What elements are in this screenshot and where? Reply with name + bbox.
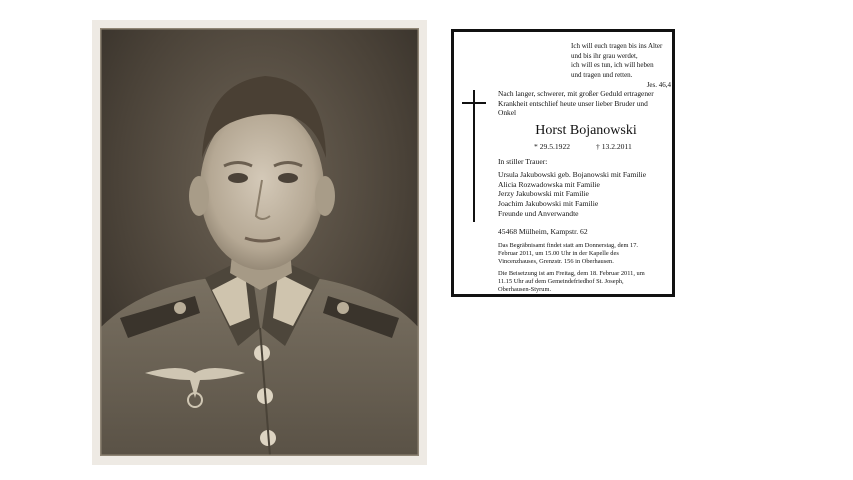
burial-line: Die Beisetzung ist am Freitag, dem 18. Februar 2011, um	[498, 269, 645, 277]
mourner-entry: Freunde und Anverwandte	[498, 208, 579, 218]
funeral-line: Februar 2011, um 15.00 Uhr in der Kapelle des	[498, 250, 619, 258]
portrait-photo	[100, 28, 419, 456]
burial-line: Oberhausen-Styrum.	[498, 286, 552, 294]
portrait-photo-frame	[92, 20, 427, 465]
verse-line: ich will es tun, ich will heben	[571, 61, 654, 69]
cross-icon	[462, 90, 486, 222]
mourner-entry: Joachim Jakubowski mit Familie	[498, 199, 599, 209]
death-date: † 13.2.2011	[596, 142, 632, 151]
funeral-line: Vincenzhauses, Grenzstr. 156 in Oberhausen.	[498, 258, 614, 266]
mourners-list	[498, 157, 674, 219]
funeral-line: Das Begräbnisamt findet statt am Donnerstag, dem 17.	[498, 242, 639, 249]
verse-line: Ich will euch tragen bis ins Alter	[571, 42, 663, 50]
mourner-entry: Jerzy Jakubowski mit Familie	[498, 189, 589, 199]
verse-reference: Jes. 46,4	[646, 81, 671, 89]
intro-line: Onkel	[498, 108, 517, 118]
funeral-details	[498, 242, 674, 294]
verse-line: und tragen und retten.	[571, 70, 633, 79]
bible-verse	[571, 42, 671, 91]
verse-line: und bis ihr grau werdet,	[571, 51, 638, 60]
deceased-name: Horst Bojanowski	[535, 123, 637, 138]
mourner-entry: Ursula Jakubowski geb. Bojanowski mit Familie	[498, 169, 647, 179]
burial-line: 11.15 Uhr auf dem Gemeindefriedhof St. Joseph,	[498, 277, 624, 285]
mourners-label: In stiller Trauer:	[498, 157, 548, 166]
birth-date: * 29.5.1922	[534, 142, 571, 151]
mourner-entry: Alicia Rozwadowska mit Familie	[498, 179, 600, 189]
intro-line: Nach langer, schwerer, mit großer Geduld ertragener	[498, 89, 654, 98]
intro-line: Krankheit entschlief heute unser lieber Bruder und	[498, 98, 648, 108]
soldier-portrait-image	[100, 28, 419, 456]
obituary-notice	[451, 29, 675, 297]
intro-text	[498, 89, 674, 118]
family-address: 45468 Mülheim, Kampstr. 62	[498, 227, 588, 236]
